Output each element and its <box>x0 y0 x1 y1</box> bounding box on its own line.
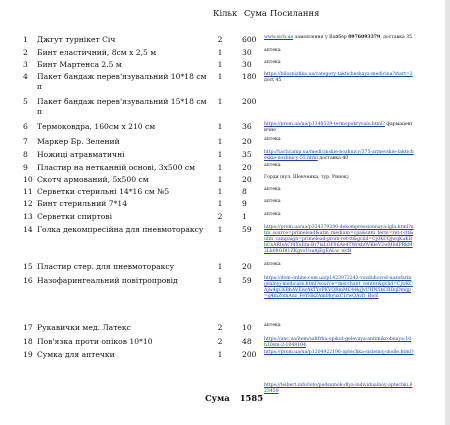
link-cell <box>264 323 414 329</box>
item-name <box>37 97 207 117</box>
row-number: 4 <box>23 72 28 81</box>
item-quantity: 1 <box>217 225 223 234</box>
item-quantity: 1 <box>217 163 223 172</box>
item-name <box>37 323 131 333</box>
product-link[interactable]: https://bilosnizhka.ua/category-takticheskaya-medicina?start=2 <box>264 72 413 77</box>
link-cell <box>264 122 414 134</box>
link-cell <box>264 35 414 41</box>
item-name <box>37 150 125 160</box>
row-number: 5 <box>23 97 28 106</box>
item-sum: 1 <box>242 212 247 221</box>
item-quantity: 2 <box>217 35 223 44</box>
item-sum: 59 <box>242 225 252 234</box>
item-sum: 600 <box>242 35 257 44</box>
item-name <box>37 163 195 173</box>
item-sum: 20 <box>242 262 252 271</box>
item-name <box>37 137 120 147</box>
item-name <box>37 199 127 209</box>
purchase-note-extra: доct 45 <box>264 78 282 83</box>
phone-number: 0976093379 <box>348 35 381 40</box>
item-sum: 30 <box>242 60 252 69</box>
item-name <box>37 35 115 45</box>
purchase-note-extra: доставка 40 <box>317 156 349 161</box>
link-cell <box>264 212 414 218</box>
row-number: 12 <box>23 199 33 208</box>
item-name-text: Скотч армований, 5х500 см <box>37 175 149 184</box>
item-quantity: 1 <box>217 199 223 208</box>
item-sum: 180 <box>242 72 257 81</box>
item-name <box>37 48 156 58</box>
row-number: 14 <box>23 225 33 234</box>
row-number: 15 <box>23 262 33 271</box>
product-link[interactable]: https://prom.ua/ua/p1204922196-aptechka-sistemoj-molle.html? <box>264 350 414 355</box>
item-quantity: 1 <box>217 60 223 69</box>
link-cell <box>264 337 414 349</box>
row-number: 7 <box>23 137 28 146</box>
item-name <box>37 337 153 347</box>
item-quantity: 2 <box>217 337 223 346</box>
row-number: 16 <box>23 276 33 285</box>
total-label: Сума <box>205 393 230 403</box>
item-quantity: 1 <box>217 122 223 131</box>
item-quantity: 2 <box>217 212 223 221</box>
item-quantity: 1 <box>217 137 223 146</box>
row-number: 2 <box>23 48 28 57</box>
item-name <box>37 187 169 197</box>
row-number: 10 <box>23 175 33 184</box>
link-cell <box>264 383 414 395</box>
row-number: 8 <box>23 150 28 159</box>
purchase-note: аптека <box>264 48 281 53</box>
item-name <box>37 262 174 272</box>
product-link[interactable]: https://prom.ua/ua/p1348529-termopokryvalo.html? <box>264 122 385 127</box>
item-quantity: 1 <box>217 97 223 106</box>
product-link[interactable]: https://anc.ua/item/saltfrka-opikut-gelevaya-antimikrobnaya-10h10sm-2-1048104 <box>264 337 412 348</box>
item-quantity: 2 <box>217 323 223 332</box>
item-name-continuation: п <box>37 82 43 91</box>
item-sum: 8 <box>242 187 247 196</box>
row-number: 19 <box>23 350 33 359</box>
link-cell <box>264 350 414 356</box>
purchase-note: аптека <box>264 187 281 192</box>
qty-column-header: Кільк <box>213 8 238 18</box>
item-name <box>37 225 203 235</box>
link-cell <box>264 262 414 268</box>
purchase-note: аптека <box>264 60 281 65</box>
total-row <box>205 393 273 403</box>
item-name-text: Бинт стерильний 7*14 <box>37 199 128 208</box>
item-sum: 9 <box>242 199 247 208</box>
item-name-text: Термоковдра, 160см х 210 см <box>37 122 156 131</box>
product-link[interactable]: https://prom.ua/ua/p324379280-dekompressionnaya-igla.html?utm_source=primelead&utm_medium=cpa&utm_term=ret-t-itt&utm_campaign=primelead-prom-ret-tt&gclid=Cj0KCQjwqKuKBhCxARIsACf4XuEm-Br7laLOF86Ae4TWrkb0VKleV2wM8dPRkM2Lk08ODl1ZKgvoUsaAjEgEALw_wcB <box>264 225 414 254</box>
item-quantity: 1 <box>217 72 223 81</box>
row-number: 17 <box>23 323 33 332</box>
product-link[interactable]: https://dom-online.com.ua/p1423972243-vozduhovod-nazofaringealnyj-medicare.html?source=merchant_center&gclid=CjwKCAjw4qCKBhAVEiwAkTYsPKVQRmMC44kjJvUHN5bCRDqDmqp=g4mZomAnz_FeYHkZAm0hyuxC1rwQAvD_BwE <box>264 276 413 299</box>
item-sum: 20 <box>242 163 252 172</box>
purchase-note-extra: , доставка 35 <box>380 35 413 40</box>
product-link[interactable]: www.sich.ua <box>264 35 294 40</box>
item-name-text: Пластир стер. для пневмотораксу <box>37 262 175 271</box>
item-name-text: Пов'язка проти опіков 10*10 <box>37 337 153 346</box>
item-sum: 35 <box>242 150 252 159</box>
item-quantity: 1 <box>217 276 223 285</box>
item-name-text: Пакет бандаж перев'язувальний 15*18 см <box>37 97 207 106</box>
item-quantity: 1 <box>217 150 223 159</box>
purchase-note-extra: фармацевтичне <box>264 122 413 133</box>
link-cell <box>264 48 414 54</box>
item-name-text: Пластир на нетканній основі, 3х500 см <box>37 163 195 172</box>
item-sum: 10 <box>242 323 252 332</box>
item-name <box>37 212 112 222</box>
row-number: 1 <box>23 35 28 44</box>
link-cell <box>264 72 414 84</box>
purchase-note: аптека <box>264 137 281 142</box>
product-link[interactable]: https://teibert.info/loto/podsumok-dlya-individualnoy-aptechki.623459 <box>264 383 413 394</box>
item-name-text: Серветки спиртові <box>37 212 113 221</box>
item-sum: 48 <box>242 337 252 346</box>
sum-column-header: Сума <box>244 8 267 18</box>
purchase-note: аптека <box>264 199 281 204</box>
purchase-note: аптека <box>264 323 281 328</box>
item-name-text: Бинт еластичний, 8см х 2,5 м <box>37 48 157 57</box>
item-name-text: Голка декомпресійна для пневмотораксу <box>37 225 204 234</box>
item-quantity: 1 <box>217 175 223 184</box>
link-cell <box>264 187 414 193</box>
item-sum: 36 <box>242 122 252 131</box>
item-sum: 20 <box>242 137 252 146</box>
item-sum: 20 <box>242 175 252 184</box>
purchase-note: аптека <box>264 212 281 217</box>
item-name <box>37 350 115 360</box>
row-number: 9 <box>23 163 28 172</box>
purchase-note: замовлення у Вайбер <box>293 35 349 40</box>
product-link[interactable]: http://tacticamp.ua/medicinskie-nozhnicy/375-armevskie-takticheskie-nozhnicy-55.html <box>264 150 414 161</box>
link-cell <box>264 150 414 162</box>
link-cell <box>264 60 414 66</box>
item-sum: 200 <box>242 350 257 359</box>
row-number: 13 <box>23 212 33 221</box>
item-name-text: Серветки стерильні 14*16 см №5 <box>37 187 170 196</box>
link-cell <box>264 199 414 205</box>
item-name-text: Бинт Мартенса 2.5 м <box>37 60 122 69</box>
item-name <box>37 60 122 70</box>
item-quantity: 1 <box>217 262 223 271</box>
item-name-text: Пакет бандаж перев'язувальний 10*18 см <box>37 72 207 81</box>
item-sum: 59 <box>242 276 252 285</box>
item-name <box>37 122 155 132</box>
link-cell <box>264 137 414 143</box>
item-quantity: 1 <box>217 187 223 196</box>
table-header <box>0 8 450 22</box>
item-quantity: 1 <box>217 350 223 359</box>
purchase-note: аптека <box>264 262 281 267</box>
item-name-text: Ножиці атравматичні <box>37 150 125 159</box>
item-name-continuation: п <box>37 107 43 116</box>
purchase-note: аптека <box>264 163 281 168</box>
item-sum: 30 <box>242 48 252 57</box>
item-name <box>37 72 207 92</box>
row-number: 6 <box>23 122 28 131</box>
total-value: 1585 <box>239 393 264 403</box>
item-name <box>37 276 178 286</box>
row-number: 18 <box>23 337 33 346</box>
item-name-text: Маркер Бр. Зелений <box>37 137 120 146</box>
item-name-text: Джгут турнікет Січ <box>37 35 116 44</box>
link-cell <box>264 225 414 255</box>
link-column-header: Посилання <box>270 8 320 18</box>
link-cell <box>264 163 414 169</box>
item-name <box>37 175 149 185</box>
item-name-text: Рукавички мед. Латекс <box>37 323 131 332</box>
item-name-text: Назофарингеальний повітропровід <box>37 276 178 285</box>
row-number: 11 <box>23 187 33 196</box>
purchase-note: Горди (вул. Шевченка, тур. Ринок) <box>264 175 349 180</box>
row-number: 3 <box>23 60 28 69</box>
item-sum: 200 <box>242 97 257 106</box>
item-name-text: Сумка для аптечки <box>37 350 115 359</box>
vertical-scrollbar[interactable] <box>445 0 450 425</box>
link-cell <box>264 276 414 300</box>
item-quantity: 1 <box>217 48 223 57</box>
link-cell <box>264 175 414 181</box>
